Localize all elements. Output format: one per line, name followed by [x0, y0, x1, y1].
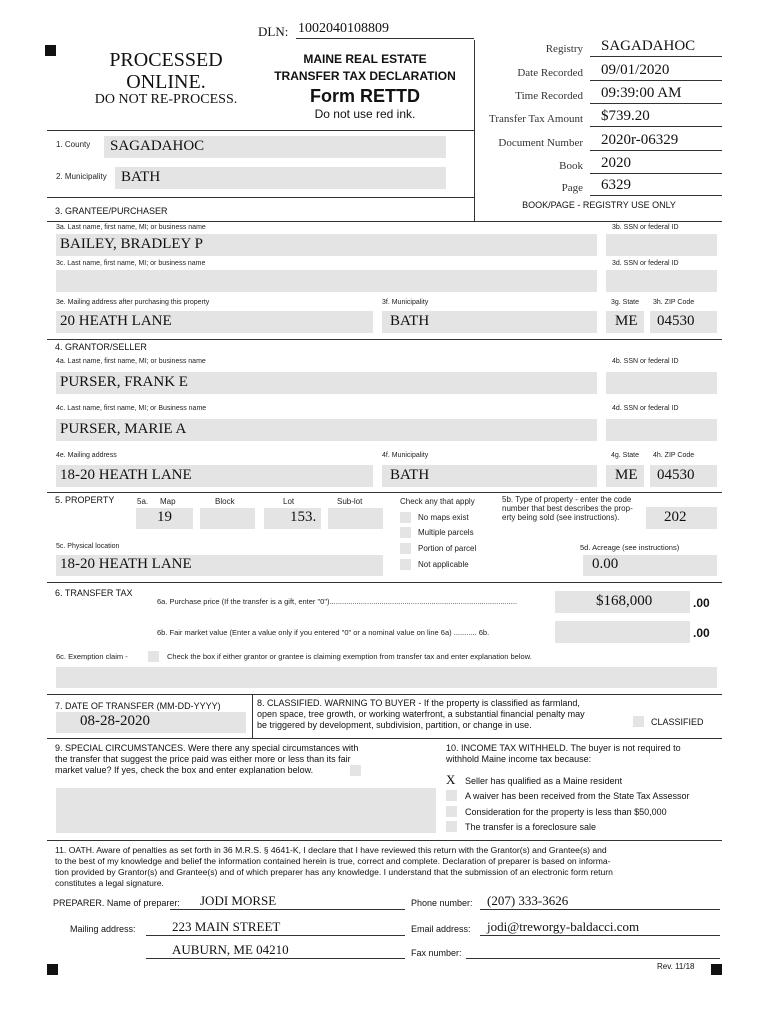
municipality-label: 2. Municipality [56, 172, 107, 181]
tax-amount-label: Transfer Tax Amount [489, 113, 583, 125]
block-field[interactable] [200, 508, 255, 529]
grantee-3c-field[interactable] [56, 270, 597, 292]
form-title-line2: TRANSFER TAX DECLARATION [274, 69, 456, 83]
mailing-underline1 [146, 935, 405, 936]
preparer-label: PREPARER. Name of preparer: [53, 898, 180, 908]
lot-value: 153. [290, 509, 317, 525]
classified-line1: 8. CLASSIFIED. WARNING TO BUYER - If the property is classified as farmland, [257, 698, 580, 708]
divider [47, 694, 722, 695]
dln-underline [296, 38, 474, 39]
special-line3: market value? If yes, check the box and enter explanation below. [55, 765, 314, 775]
divider [47, 738, 722, 739]
property-5b-label2: number that best describes the prop- [502, 504, 633, 513]
grantor-4a-label: 4a. Last name, first name, MI; or business name [56, 358, 206, 365]
block-label: Block [215, 497, 235, 506]
sublot-label: Sub-lot [337, 497, 363, 506]
waiver-label: A waiver has been received from the State Tax Assessor [465, 791, 690, 801]
exemption-checkbox[interactable] [148, 651, 159, 662]
county-label: 1. County [56, 140, 91, 149]
dln-label: DLN: [258, 24, 289, 39]
grantee-3a-value: BAILEY, BRADLEY P [60, 236, 203, 252]
portion-parcel-checkbox[interactable] [400, 543, 411, 554]
grantee-3b-field[interactable] [606, 234, 717, 256]
grantor-4b-field[interactable] [606, 372, 717, 394]
no-maps-label: No maps exist [418, 513, 469, 522]
divider [474, 40, 475, 221]
fax-underline [466, 958, 720, 959]
grantor-4d-field[interactable] [606, 419, 717, 441]
special-explanation-field[interactable] [56, 788, 436, 833]
acreage-label: 5d. Acreage (see instructions) [580, 543, 680, 552]
municipality-field[interactable] [115, 167, 446, 189]
grantor-4g-label: 4g. State [611, 452, 640, 459]
waiver-checkbox[interactable] [446, 790, 457, 801]
processed-line3: DO NOT RE-PROCESS. [94, 92, 238, 107]
preparer-underline [170, 909, 405, 910]
oath-line4: constitutes a legal signature. [55, 878, 164, 888]
page-value: 6329 [601, 177, 631, 193]
divider [252, 694, 253, 738]
preparer-value: JODI MORSE [200, 893, 277, 908]
grantee-3e-label: 3e. Mailing address after purchasing this property [56, 299, 210, 306]
grantee-3h-value: 04530 [657, 313, 695, 329]
date-transfer-label: 7. DATE OF TRANSFER (MM-DD-YYYY) [55, 701, 221, 711]
grantee-3h-label: 3h. ZIP Code [653, 299, 695, 306]
divider [47, 492, 722, 493]
book-value: 2020 [601, 155, 631, 171]
divider [47, 197, 475, 198]
portion-parcel-label: Portion of parcel [418, 544, 477, 553]
book-underline [590, 173, 722, 174]
mailing-line1: 223 MAIN STREET [172, 919, 281, 934]
special-line1: 9. SPECIAL CIRCUMSTANCES. Were there any special circumstances with [55, 743, 359, 753]
exemption-text: Check the box if either grantor or grantee is claiming exemption from transfer tax and enter explanation below. [167, 652, 532, 661]
multiple-parcels-label: Multiple parcels [418, 528, 474, 537]
grantor-4d-label: 4d. SSN or federal ID [612, 405, 679, 412]
grantor-4a-value: PURSER, FRANK E [60, 374, 188, 390]
grantor-4f-label: 4f. Municipality [382, 452, 429, 459]
mailing-underline2 [146, 958, 405, 959]
special-line2: the transfer that suggest the price paid was either more or less than its fair [55, 754, 351, 764]
map-value: 19 [157, 509, 172, 525]
exemption-label: 6c. Exemption claim - [56, 652, 128, 661]
purchase-price-label: 6a. Purchase price (If the transfer is a gift, enter "0").......................................................................................... [157, 597, 518, 606]
withheld-line2: withhold Maine income tax because: [446, 754, 592, 764]
foreclosure-checkbox[interactable] [446, 821, 457, 832]
time-recorded-label: Time Recorded [515, 90, 583, 102]
property-5c-label: 5c. Physical location [56, 543, 120, 550]
fair-market-field[interactable] [555, 621, 690, 643]
grantee-3g-label: 3g. State [611, 299, 640, 306]
dln-value: 1002040108809 [298, 21, 389, 36]
phone-label: Phone number: [411, 898, 473, 908]
grantor-4h-value: 04530 [657, 467, 695, 483]
maine-resident-label: Seller has qualified as a Maine resident [465, 776, 623, 786]
doc-number-value: 2020r-06329 [601, 132, 679, 148]
property-5b-label1: 5b. Type of property - enter the code [502, 495, 632, 504]
registry-label: Registry [545, 43, 583, 55]
property-5b-label3: erty being sold (see instructions). [502, 513, 620, 522]
municipality-value: BATH [121, 169, 161, 185]
form-name: Form RETTD [310, 86, 420, 106]
date-transfer-value: 08-28-2020 [80, 713, 150, 729]
grantee-3f-value: BATH [390, 313, 430, 329]
grantor-4g-value: ME [615, 467, 638, 483]
purchase-price-cents: .00 [693, 596, 710, 610]
time-recorded-value: 09:39:00 AM [601, 85, 682, 101]
grantor-4e-value: 18-20 HEATH LANE [60, 467, 192, 483]
doc-number-label: Document Number [498, 137, 583, 149]
transfer-tax-heading: 6. TRANSFER TAX [55, 588, 133, 598]
grantee-3d-label: 3d. SSN or federal ID [612, 260, 679, 267]
purchase-price-value: $168,000 [596, 593, 653, 609]
no-maps-checkbox[interactable] [400, 512, 411, 523]
physical-location-value: 18-20 HEATH LANE [60, 556, 192, 572]
revision: Rev. 11/18 [657, 962, 695, 971]
divider [47, 221, 722, 222]
registry-use-only: BOOK/PAGE - REGISTRY USE ONLY [522, 200, 676, 210]
property-5a-label: 5a. [137, 497, 149, 506]
grantee-3d-field[interactable] [606, 270, 717, 292]
tax-amount-value: $739.20 [601, 108, 650, 124]
fair-market-cents: .00 [693, 626, 710, 640]
grantor-4b-label: 4b. SSN or federal ID [612, 358, 679, 365]
divider [47, 582, 722, 583]
processed-line1: PROCESSED [109, 49, 223, 71]
special-circumstances-checkbox[interactable] [350, 765, 361, 776]
red-ink-note: Do not use red ink. [314, 107, 416, 121]
grantor-heading: 4. GRANTOR/SELLER [55, 342, 147, 352]
page-underline [590, 195, 722, 196]
doc-number-underline [590, 150, 722, 151]
property-type-value: 202 [664, 509, 687, 525]
fax-label: Fax number: [411, 948, 462, 958]
maine-resident-mark: X [446, 772, 456, 787]
page-label: Page [561, 182, 583, 194]
fair-market-label: 6b. Fair market value (Enter a value only if you entered "0" or a nominal value on line 6a) ........... 6b. [157, 628, 490, 637]
consideration-checkbox[interactable] [446, 806, 457, 817]
grantee-3b-label: 3b. SSN or federal ID [612, 224, 679, 231]
check-apply-label: Check any that apply [400, 497, 475, 506]
tax-amount-underline [590, 126, 722, 127]
registration-mark [45, 45, 56, 56]
date-recorded-underline [590, 80, 722, 81]
mailing-line2: AUBURN, ME 04210 [172, 942, 289, 957]
multiple-parcels-checkbox[interactable] [400, 527, 411, 538]
oath-line3: tion provided by Grantor(s) and Grantee(s) and of which preparer has any knowledge. I understand that the submission of an electronic form return [55, 867, 613, 877]
grantor-4c-value: PURSER, MARIE A [60, 421, 187, 437]
grantor-4h-label: 4h. ZIP Code [653, 452, 695, 459]
date-recorded-value: 09/01/2020 [601, 62, 670, 78]
map-label: Map [160, 497, 176, 506]
grantor-4c-label: 4c. Last name, first name, MI; or Business name [56, 405, 207, 412]
withheld-line1: 10. INCOME TAX WITHHELD. The buyer is not required to [446, 743, 681, 753]
registry-underline [590, 56, 722, 57]
mailing-label: Mailing address: [70, 924, 136, 934]
phone-underline [480, 909, 720, 910]
time-recorded-underline [590, 103, 722, 104]
divider [47, 339, 722, 340]
divider [47, 130, 475, 131]
date-recorded-label: Date Recorded [517, 67, 583, 79]
classified-label: CLASSIFIED [651, 717, 704, 727]
book-label: Book [559, 160, 583, 172]
processed-line2: ONLINE. [126, 71, 206, 93]
not-applicable-label: Not applicable [418, 560, 469, 569]
registration-mark [711, 964, 722, 975]
acreage-value: 0.00 [592, 556, 619, 572]
classified-line3: be triggered by development, subdivision, partition, or change in use. [257, 720, 532, 730]
phone-value: (207) 333-3626 [487, 893, 569, 908]
grantor-4e-label: 4e. Mailing address [56, 452, 117, 459]
classified-checkbox[interactable] [633, 716, 644, 727]
oath-line2: to the best of my knowledge and belief the information contained herein is true, correct and complete. Declaration of preparer is based on informa- [55, 856, 611, 866]
email-value: jodi@treworgy-baldacci.com [487, 919, 640, 934]
oath-line1: 11. OATH. Aware of penalties as set forth in 36 M.R.S. § 4641-K, I declare that I have reviewed this return with the Grantor(s) and Grantee(s) and [55, 845, 607, 855]
lot-label: Lot [283, 497, 295, 506]
email-underline [480, 935, 720, 936]
property-heading: 5. PROPERTY [55, 495, 115, 505]
divider [47, 840, 722, 841]
not-applicable-checkbox[interactable] [400, 559, 411, 570]
grantor-4f-value: BATH [390, 467, 430, 483]
grantee-3c-label: 3c. Last name, first name, MI; or business name [56, 260, 206, 267]
registry-value: SAGADAHOC [601, 38, 696, 54]
grantee-3e-value: 20 HEATH LANE [60, 313, 172, 329]
classified-line2: open space, tree growth, or working waterfront, a substantial financial penalty may [257, 709, 585, 719]
registration-mark [47, 964, 58, 975]
email-label: Email address: [411, 924, 471, 934]
foreclosure-label: The transfer is a foreclosure sale [465, 822, 597, 832]
grantee-heading: 3. GRANTEE/PURCHASER [55, 206, 168, 216]
sublot-field[interactable] [328, 508, 383, 529]
grantee-3g-value: ME [615, 313, 638, 329]
exemption-explanation-field[interactable] [56, 667, 717, 688]
county-value: SAGADAHOC [110, 138, 205, 154]
grantee-3a-label: 3a. Last name, first name, MI; or business name [56, 224, 206, 231]
form-title-line1: MAINE REAL ESTATE [303, 52, 427, 66]
grantee-3f-label: 3f. Municipality [382, 299, 429, 306]
consideration-label: Consideration for the property is less than $50,000 [465, 807, 667, 817]
